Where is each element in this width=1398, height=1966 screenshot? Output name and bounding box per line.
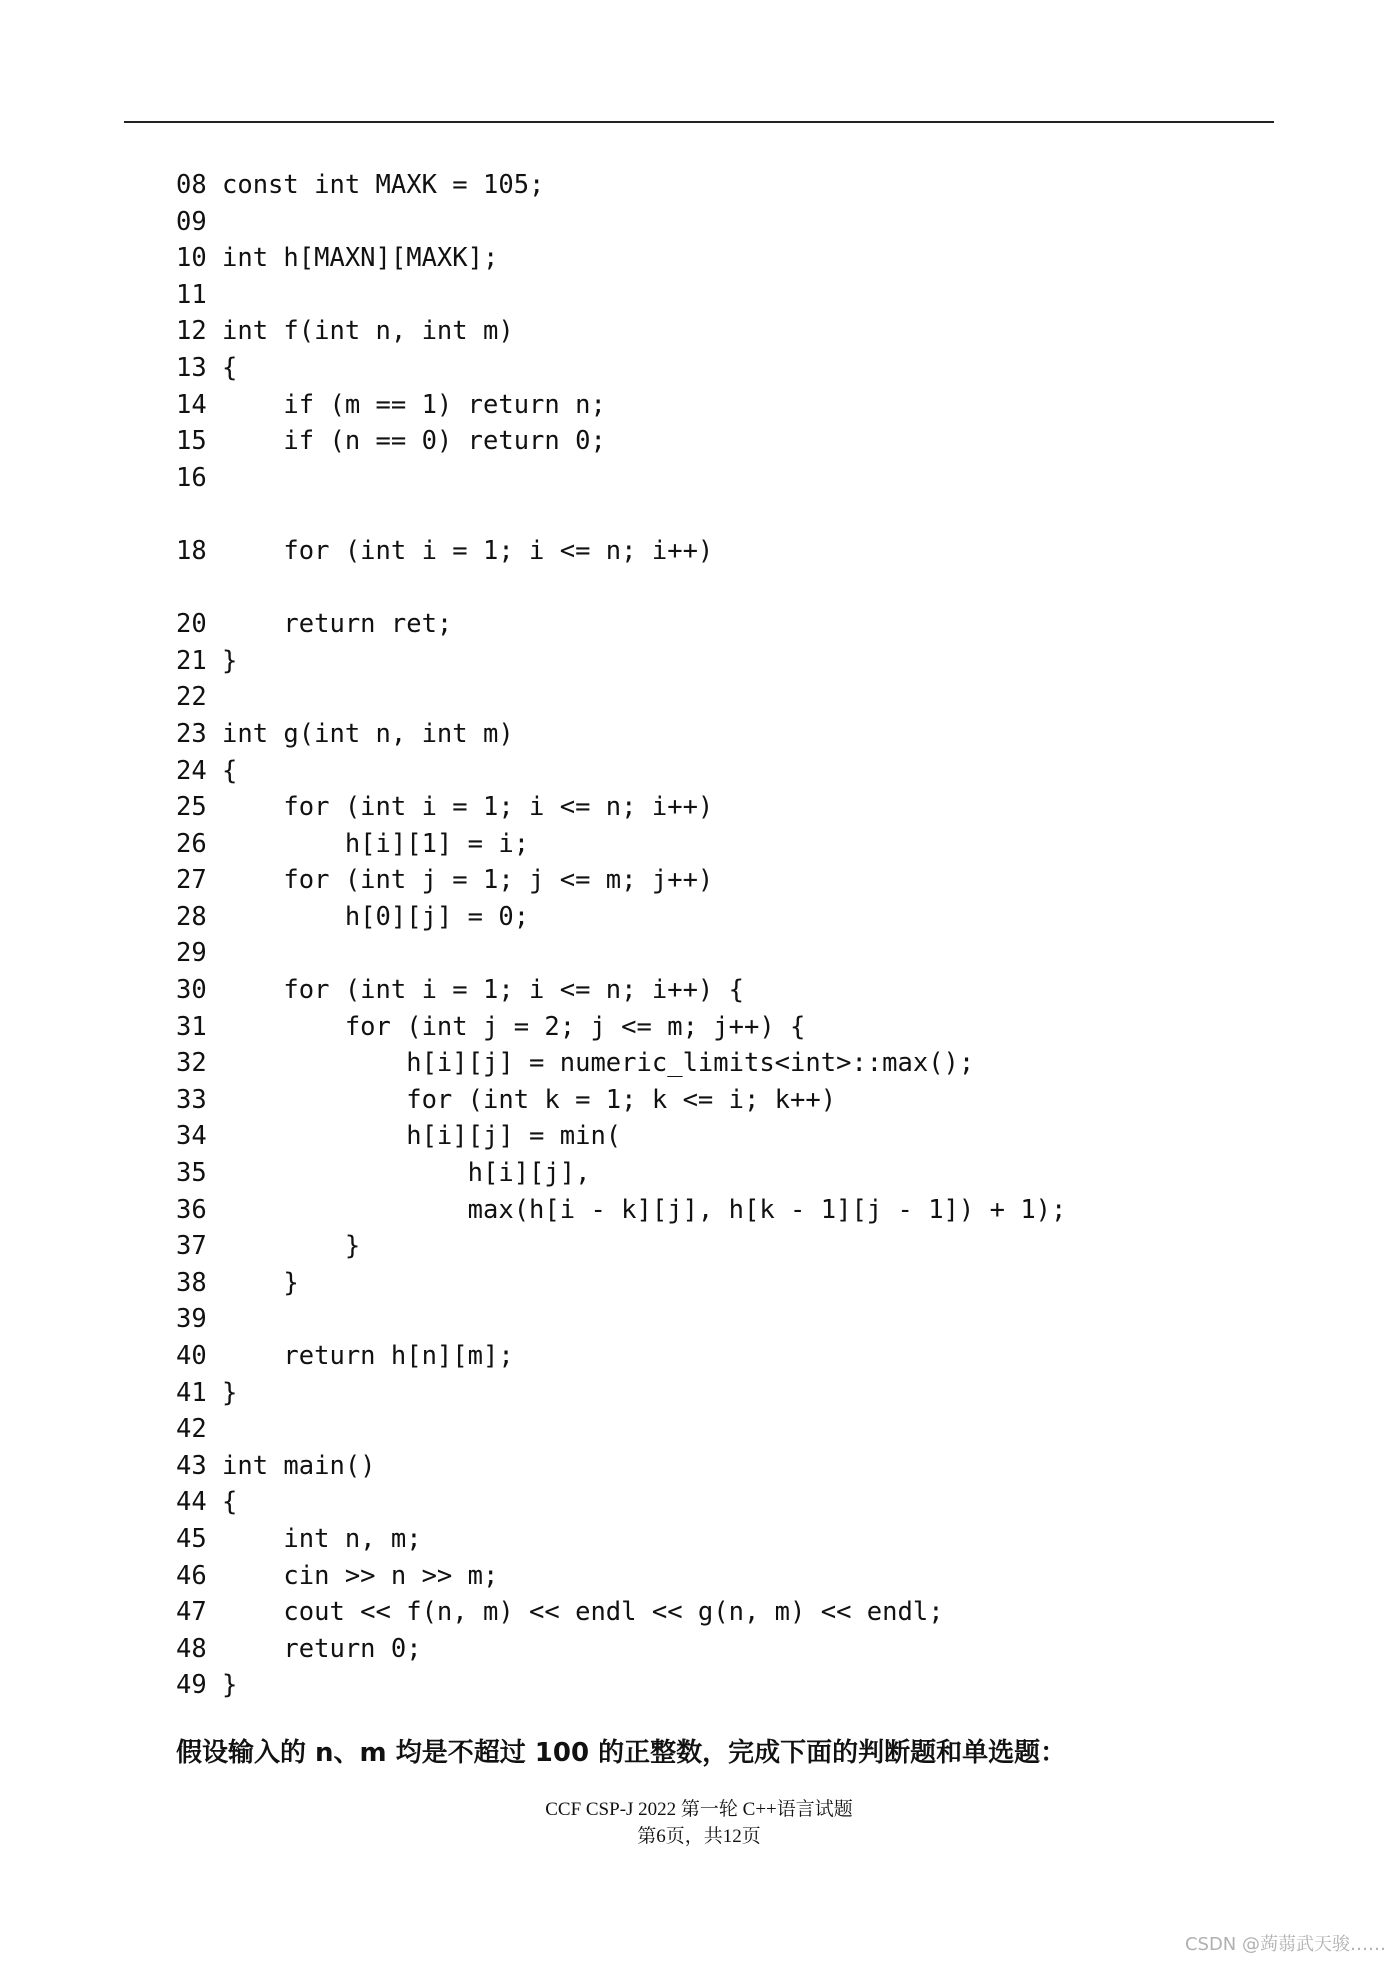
code-line — [176, 753, 1066, 790]
line-number: 11 — [176, 279, 207, 310]
line-number: 14 — [176, 389, 207, 420]
code-line — [176, 1667, 1066, 1704]
code-text: if (m == 1) return n; — [222, 389, 606, 420]
line-number: 10 — [176, 243, 207, 274]
code-text: cout << f(n, m) << endl << g(n, m) << endl; — [222, 1597, 944, 1628]
code-text: } — [222, 645, 238, 676]
line-number: 15 — [176, 426, 207, 457]
line-number: 46 — [176, 1560, 207, 1591]
line-number: 43 — [176, 1450, 207, 1481]
footer-exam-title: CCF CSP-J 2022 第一轮 C++语言试题 — [545, 1799, 853, 1820]
code-text: const int MAXK = 105; — [222, 170, 545, 200]
page-footer — [0, 1796, 1398, 1850]
line-number: 33 — [176, 1084, 207, 1115]
line-number: 35 — [176, 1158, 207, 1189]
line-number: 42 — [176, 1414, 207, 1445]
line-number: 18 — [176, 535, 207, 566]
code-line — [176, 935, 1066, 972]
line-number: 20 — [176, 609, 207, 640]
code-text: h[0][j] = 0; — [222, 901, 530, 932]
code-text: for (int k = 1; k <= i; k++) — [222, 1084, 837, 1115]
code-line — [176, 533, 1066, 570]
line-number: 29 — [176, 938, 207, 969]
code-listing — [176, 167, 1066, 1704]
line-number: 34 — [176, 1121, 207, 1152]
line-number: 23 — [176, 718, 207, 749]
code-line — [176, 1558, 1066, 1595]
line-number: 08 — [176, 170, 207, 200]
code-line — [176, 350, 1066, 387]
code-line — [176, 277, 1066, 314]
code-line — [176, 1009, 1066, 1046]
code-line — [176, 1192, 1066, 1229]
line-number: 28 — [176, 901, 207, 932]
code-text: cin >> n >> m; — [222, 1560, 499, 1591]
code-text: for (int i = 1; i <= n; i++) — [222, 535, 714, 566]
line-number: 48 — [176, 1633, 207, 1664]
code-text: max(h[i - k][j], h[k - 1][j - 1]) + 1); — [222, 1194, 1067, 1225]
code-text: int f(int n, int m) — [222, 316, 514, 347]
line-number: 37 — [176, 1231, 207, 1262]
line-number: 47 — [176, 1597, 207, 1628]
code-text: int g(int n, int m) — [222, 718, 514, 749]
line-number: 30 — [176, 975, 207, 1006]
line-number: 31 — [176, 1011, 207, 1042]
code-text: for (int i = 1; i <= n; i++) — [222, 792, 714, 823]
code-line — [176, 1594, 1066, 1631]
line-number: 12 — [176, 316, 207, 347]
header-rule — [124, 121, 1274, 123]
line-number: 24 — [176, 755, 207, 786]
line-number: 45 — [176, 1523, 207, 1554]
code-line — [176, 387, 1066, 424]
code-text: for (int i = 1; i <= n; i++) { — [222, 975, 744, 1006]
code-line — [176, 1375, 1066, 1412]
watermark: CSDN @蒟蒻武天骏…… — [1184, 1934, 1386, 1955]
code-line — [176, 862, 1066, 899]
code-line — [176, 204, 1066, 241]
code-text: { — [222, 1487, 238, 1518]
code-line — [176, 1228, 1066, 1265]
code-line — [176, 606, 1066, 643]
line-number: 49 — [176, 1670, 207, 1701]
code-text: h[i][j] = min( — [222, 1121, 622, 1152]
code-text: } — [222, 1267, 299, 1298]
question-prompt: 假设输入的 n、m 均是不超过 100 的正整数，完成下面的判断题和单选题： — [176, 1738, 1067, 1768]
line-number: 26 — [176, 828, 207, 859]
code-line — [176, 1631, 1066, 1668]
line-number: 38 — [176, 1267, 207, 1298]
code-text: return 0; — [222, 1633, 422, 1664]
code-line — [176, 1155, 1066, 1192]
code-text: if (n == 0) return 0; — [222, 426, 606, 457]
code-line — [176, 1082, 1066, 1119]
code-text: return ret; — [222, 609, 453, 640]
line-number: 44 — [176, 1487, 207, 1518]
code-line — [176, 313, 1066, 350]
code-text: for (int j = 1; j <= m; j++) — [222, 865, 714, 896]
line-number: 22 — [176, 682, 207, 713]
code-line — [176, 1301, 1066, 1338]
code-line — [176, 826, 1066, 863]
code-text: int h[MAXN][MAXK]; — [222, 243, 499, 274]
code-text: int n, m; — [222, 1523, 422, 1554]
code-line — [176, 1118, 1066, 1155]
code-line — [176, 423, 1066, 460]
code-line — [176, 1338, 1066, 1375]
code-line — [176, 1265, 1066, 1302]
line-number: 27 — [176, 865, 207, 896]
code-text: for (int j = 2; j <= m; j++) { — [222, 1011, 806, 1042]
line-number: 39 — [176, 1304, 207, 1335]
footer-page-number: 第6页，共12页 — [637, 1826, 761, 1847]
line-number: 36 — [176, 1194, 207, 1225]
code-line — [176, 1448, 1066, 1485]
code-text: return h[n][m]; — [222, 1341, 514, 1371]
code-line — [176, 1484, 1066, 1521]
line-number: 25 — [176, 792, 207, 823]
code-text: } — [222, 1670, 238, 1701]
code-text: h[i][1] = i; — [222, 828, 530, 859]
code-text: } — [222, 1231, 361, 1262]
code-line — [176, 496, 1066, 533]
code-line — [176, 570, 1066, 607]
code-line — [176, 1045, 1066, 1082]
code-line — [176, 789, 1066, 826]
code-line — [176, 643, 1066, 680]
line-number: 21 — [176, 645, 207, 676]
code-line — [176, 679, 1066, 716]
line-number: 41 — [176, 1377, 207, 1408]
code-text: int main() — [222, 1450, 376, 1481]
line-number: 40 — [176, 1341, 207, 1371]
code-line — [176, 1521, 1066, 1558]
code-line — [176, 972, 1066, 1009]
code-line — [176, 460, 1066, 497]
code-line — [176, 240, 1066, 277]
code-text: h[i][j] = numeric_limits<int>::max(); — [222, 1048, 975, 1079]
line-number: 16 — [176, 462, 207, 493]
code-line — [176, 716, 1066, 753]
code-text: h[i][j], — [222, 1158, 591, 1189]
line-number: 32 — [176, 1048, 207, 1079]
code-text: { — [222, 755, 238, 786]
code-line — [176, 1411, 1066, 1448]
line-number: 09 — [176, 206, 207, 237]
code-text: } — [222, 1377, 238, 1408]
code-line — [176, 167, 1066, 204]
code-text: { — [222, 352, 238, 383]
line-number: 13 — [176, 352, 207, 383]
code-line — [176, 899, 1066, 936]
